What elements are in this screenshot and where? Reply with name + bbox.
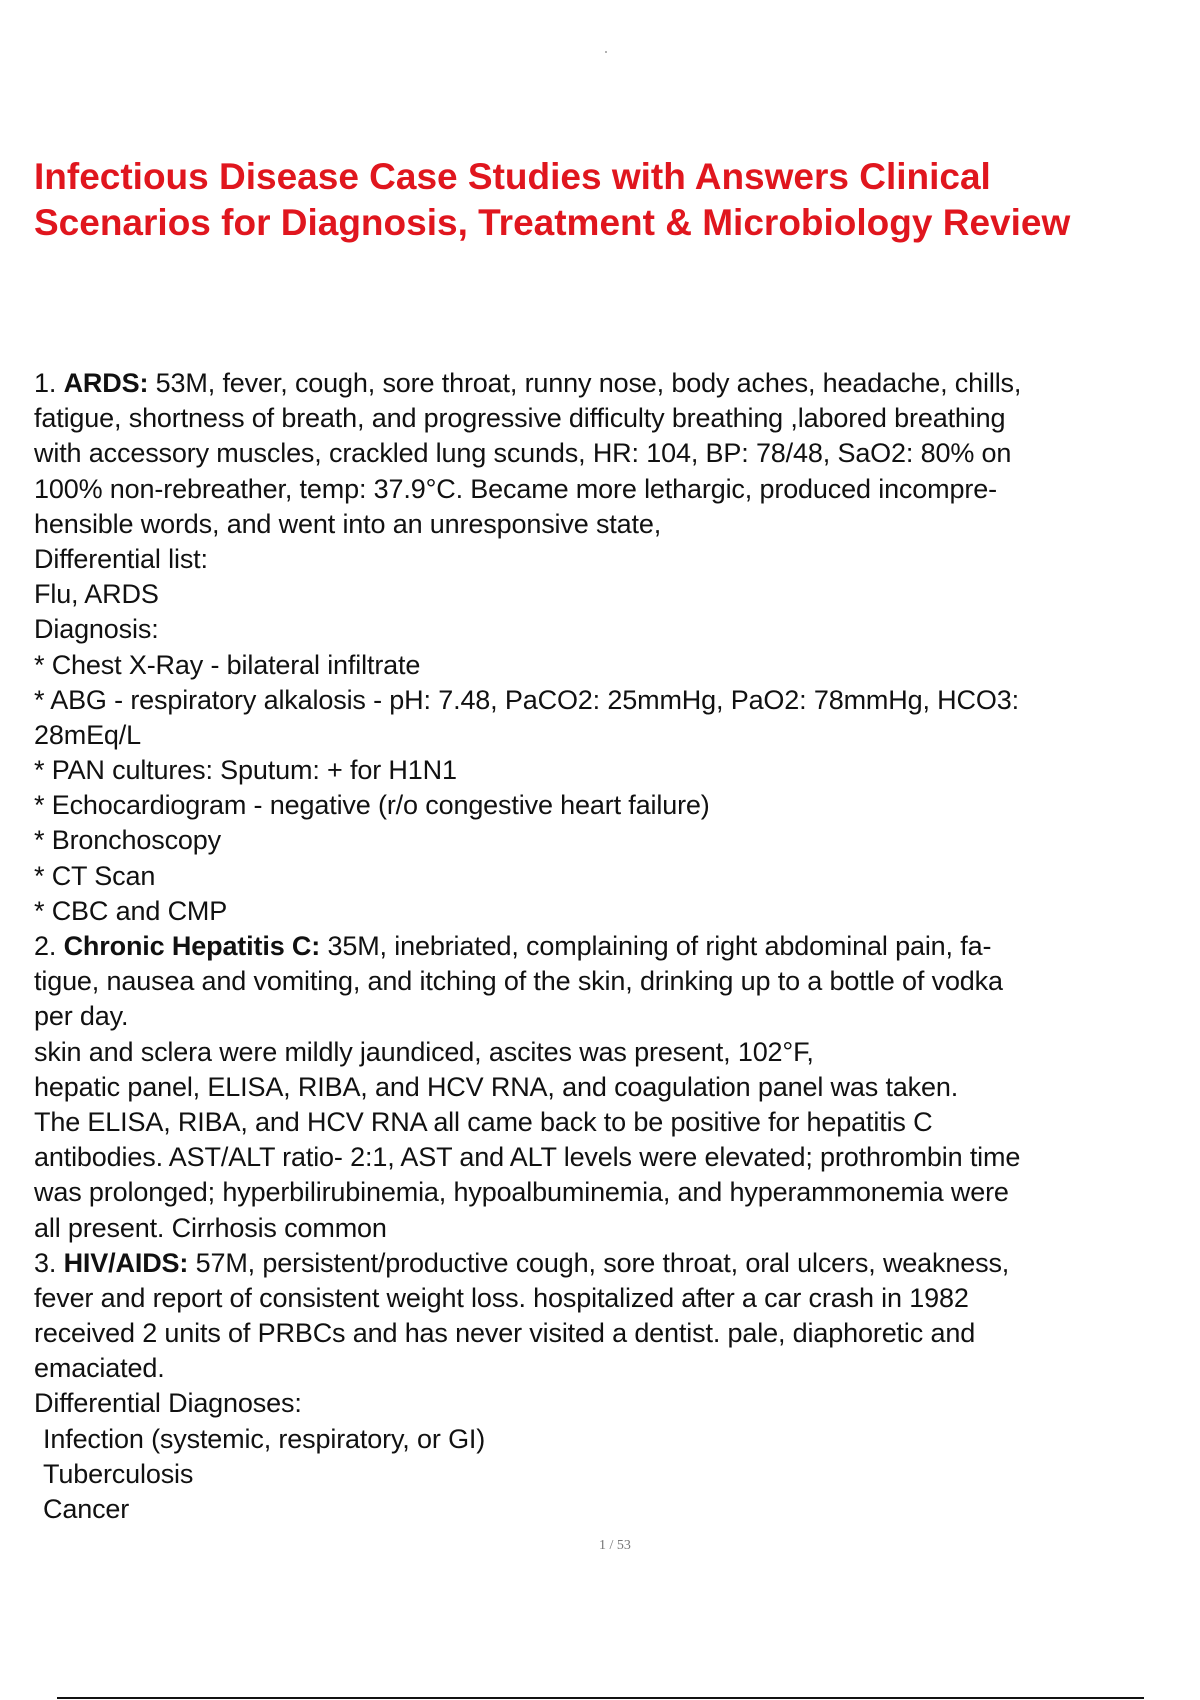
text-line: per day.: [34, 1001, 129, 1032]
text-line: Differential list:: [34, 543, 208, 574]
list-item: * Echocardiogram - negative (r/o congestive heart failure): [34, 790, 710, 821]
case-number: 2.: [34, 931, 57, 961]
text-line: tigue, nausea and vomiting, and itching of the skin, drinking up to a bottle of vodka: [34, 966, 1003, 997]
case-intro: 53M, fever, cough, sore throat, runny nose, body aches, headache, chills,: [148, 368, 1022, 398]
case-title: ARDS:: [63, 368, 149, 398]
case-number: 3.: [34, 1247, 57, 1278]
page-mark: [605, 51, 607, 53]
list-item: * ABG - respiratory alkalosis - pH: 7.48, PaCO2: 25mmHg, PaO2: 78mmHg, HCO3:: [34, 684, 1019, 715]
page-number: 1 / 53: [599, 1538, 631, 1553]
list-item: Cancer: [43, 1494, 130, 1524]
list-item: * Bronchoscopy: [34, 825, 222, 856]
text-line: skin and sclera were mildly jaundiced, ascites was present, 102°F,: [34, 1036, 814, 1067]
case-intro: 57M, persistent/productive cough, sore throat, oral ulcers, weakness,: [188, 1247, 1010, 1278]
text-line: fever and report of consistent weight loss. hospitalized after a car crash in 1982: [34, 1282, 969, 1313]
text-line: Flu, ARDS: [34, 579, 159, 610]
case-intro: 35M, inebriated, complaining of right abdominal pain, fa-: [320, 931, 992, 961]
text-line: emaciated.: [34, 1353, 165, 1384]
text-line: Diagnosis:: [34, 614, 159, 645]
text-line: hensible words, and went into an unresponsive state,: [34, 508, 662, 539]
list-item: Tuberculosis: [43, 1458, 194, 1489]
text-line: all present. Cirrhosis common: [34, 1212, 387, 1243]
case-3-heading: [34, 1246, 1184, 1281]
document-page: [34, 0, 1184, 1700]
text-line: fatigue, shortness of breath, and progressive difficulty breathing ,labored breathing: [34, 403, 1006, 434]
case-number: 1.: [34, 368, 57, 398]
case-title: Chronic Hepatitis C:: [63, 931, 321, 961]
document-title: Infectious Disease Case Studies with Answers Clinical Scenarios for Diagnosis, Treatment & Microbiology Review: [34, 156, 1071, 243]
text-line: Differential Diagnoses:: [34, 1388, 302, 1419]
text-line: The ELISA, RIBA, and HCV RNA all came back to be positive for hepatitis C: [34, 1106, 933, 1137]
case-2-heading: [34, 929, 1184, 964]
list-item: * PAN cultures: Sputum: + for H1N1: [34, 755, 457, 786]
document-body: [34, 366, 1184, 1527]
text-line: was prolonged; hyperbilirubinemia, hypoalbuminemia, and hyperammonemia were: [34, 1177, 1009, 1208]
list-item: * CT Scan: [34, 860, 156, 891]
text-line: received 2 units of PRBCs and has never visited a dentist. pale, diaphoretic and: [34, 1318, 976, 1349]
text-line: with accessory muscles, crackled lung scunds, HR: 104, BP: 78/48, SaO2: 80% on: [34, 438, 1012, 469]
list-item: * Chest X-Ray - bilateral infiltrate: [34, 649, 421, 680]
case-title: HIV/AIDS:: [63, 1247, 189, 1278]
case-1-heading: [34, 366, 1184, 401]
text-line: 100% non-rebreather, temp: 37.9°C. Became more lethargic, produced incompre-: [34, 473, 997, 504]
text-line: antibodies. AST/ALT ratio- 2:1, AST and ALT levels were elevated; prothrombin time: [34, 1142, 1021, 1173]
text-line: 28mEq/L: [34, 719, 142, 750]
text-line: hepatic panel, ELISA, RIBA, and HCV RNA, and coagulation panel was taken.: [34, 1071, 959, 1102]
list-item: Infection (systemic, respiratory, or GI): [43, 1423, 486, 1454]
footer-divider: [57, 1697, 1144, 1699]
list-item: * CBC and CMP: [34, 895, 228, 926]
